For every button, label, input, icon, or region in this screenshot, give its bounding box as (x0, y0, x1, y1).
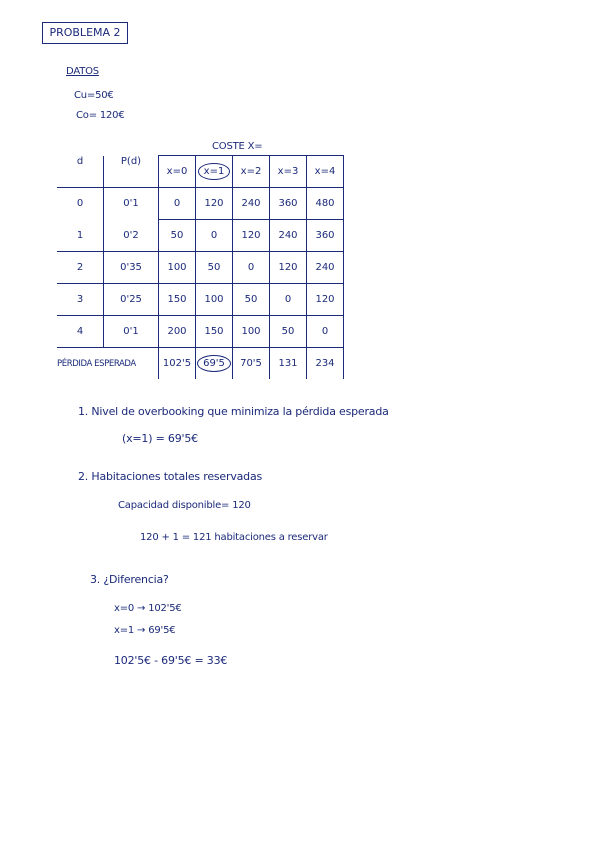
cell: 120 (196, 188, 233, 220)
cell: 150 (196, 316, 233, 348)
x-header-1-circled: x=1 (198, 163, 231, 180)
question-1: 1. Nivel de overbooking que minimiza la pérdida esperada (78, 405, 389, 418)
cell: 150 (159, 284, 196, 316)
row-d: 0 (57, 188, 104, 220)
cell: 0 (270, 284, 307, 316)
answer-2-total: 120 + 1 = 121 habitaciones a reservar (140, 532, 328, 543)
cell: 0 (307, 316, 344, 348)
table-row (57, 284, 344, 316)
row-p: 0'25 (104, 284, 159, 316)
answer-3-x0: x=0 → 102'5€ (114, 603, 182, 614)
x-header-4: x=4 (307, 156, 344, 188)
row-d: 3 (57, 284, 104, 316)
cell: 50 (233, 284, 270, 316)
cell: 240 (307, 252, 344, 284)
table-row (57, 252, 344, 284)
cell: 100 (196, 284, 233, 316)
footer-cell: 102'5 (159, 348, 196, 380)
cell: 100 (159, 252, 196, 284)
row-p: 0'1 (104, 316, 159, 348)
cost-table (57, 155, 344, 379)
row-d: 4 (57, 316, 104, 348)
cell: 200 (159, 316, 196, 348)
answer-2-capacity: Capacidad disponible= 120 (118, 500, 251, 511)
cell: 120 (270, 252, 307, 284)
x-header-0: x=0 (159, 156, 196, 188)
cost-header: COSTE X= (212, 141, 263, 152)
question-3: 3. ¿Diferencia? (90, 573, 169, 586)
cell: 0 (196, 220, 233, 252)
table-footer-row (57, 348, 344, 380)
table-row (57, 188, 344, 220)
footer-cell-min-circled: 69'5 (197, 355, 231, 372)
problem-title: PROBLEMA 2 (42, 22, 128, 44)
cell: 360 (270, 188, 307, 220)
x-header-3: x=3 (270, 156, 307, 188)
footer-cell-min (196, 348, 233, 380)
cell: 50 (159, 220, 196, 252)
cell: 360 (307, 220, 344, 252)
table-header-row (57, 156, 344, 188)
table-row (57, 316, 344, 348)
x-header-1 (196, 156, 233, 188)
question-2: 2. Habitaciones totales reservadas (78, 470, 263, 483)
cell: 240 (233, 188, 270, 220)
answer-1: (x=1) = 69'5€ (122, 432, 198, 445)
row-d: 2 (57, 252, 104, 284)
cell: 50 (270, 316, 307, 348)
row-d: 1 (76, 229, 84, 241)
table-row (57, 220, 344, 252)
cell: 480 (307, 188, 344, 220)
row-p: 0'1 (104, 188, 159, 220)
row-p: 0'35 (104, 252, 159, 284)
datos-cu: Cu=50€ (74, 90, 114, 101)
cell: 0 (159, 188, 196, 220)
cell: 50 (196, 252, 233, 284)
col-p-header: P(d) (104, 156, 159, 188)
cell: 0 (233, 252, 270, 284)
col-d-header: d (76, 155, 84, 167)
footer-cell: 131 (270, 348, 307, 380)
row-p: 0'2 (104, 220, 159, 252)
footer-label: PÉRDIDA ESPERADA (57, 348, 159, 380)
cell: 240 (270, 220, 307, 252)
x-header-2: x=2 (233, 156, 270, 188)
footer-cell: 70'5 (233, 348, 270, 380)
cell: 120 (307, 284, 344, 316)
footer-cell: 234 (307, 348, 344, 380)
datos-co: Co= 120€ (76, 110, 125, 121)
answer-3-diff: 102'5€ - 69'5€ = 33€ (114, 654, 228, 667)
cell: 120 (233, 220, 270, 252)
answer-3-x1: x=1 → 69'5€ (114, 625, 176, 636)
cell: 100 (233, 316, 270, 348)
datos-heading: DATOS (66, 66, 99, 77)
